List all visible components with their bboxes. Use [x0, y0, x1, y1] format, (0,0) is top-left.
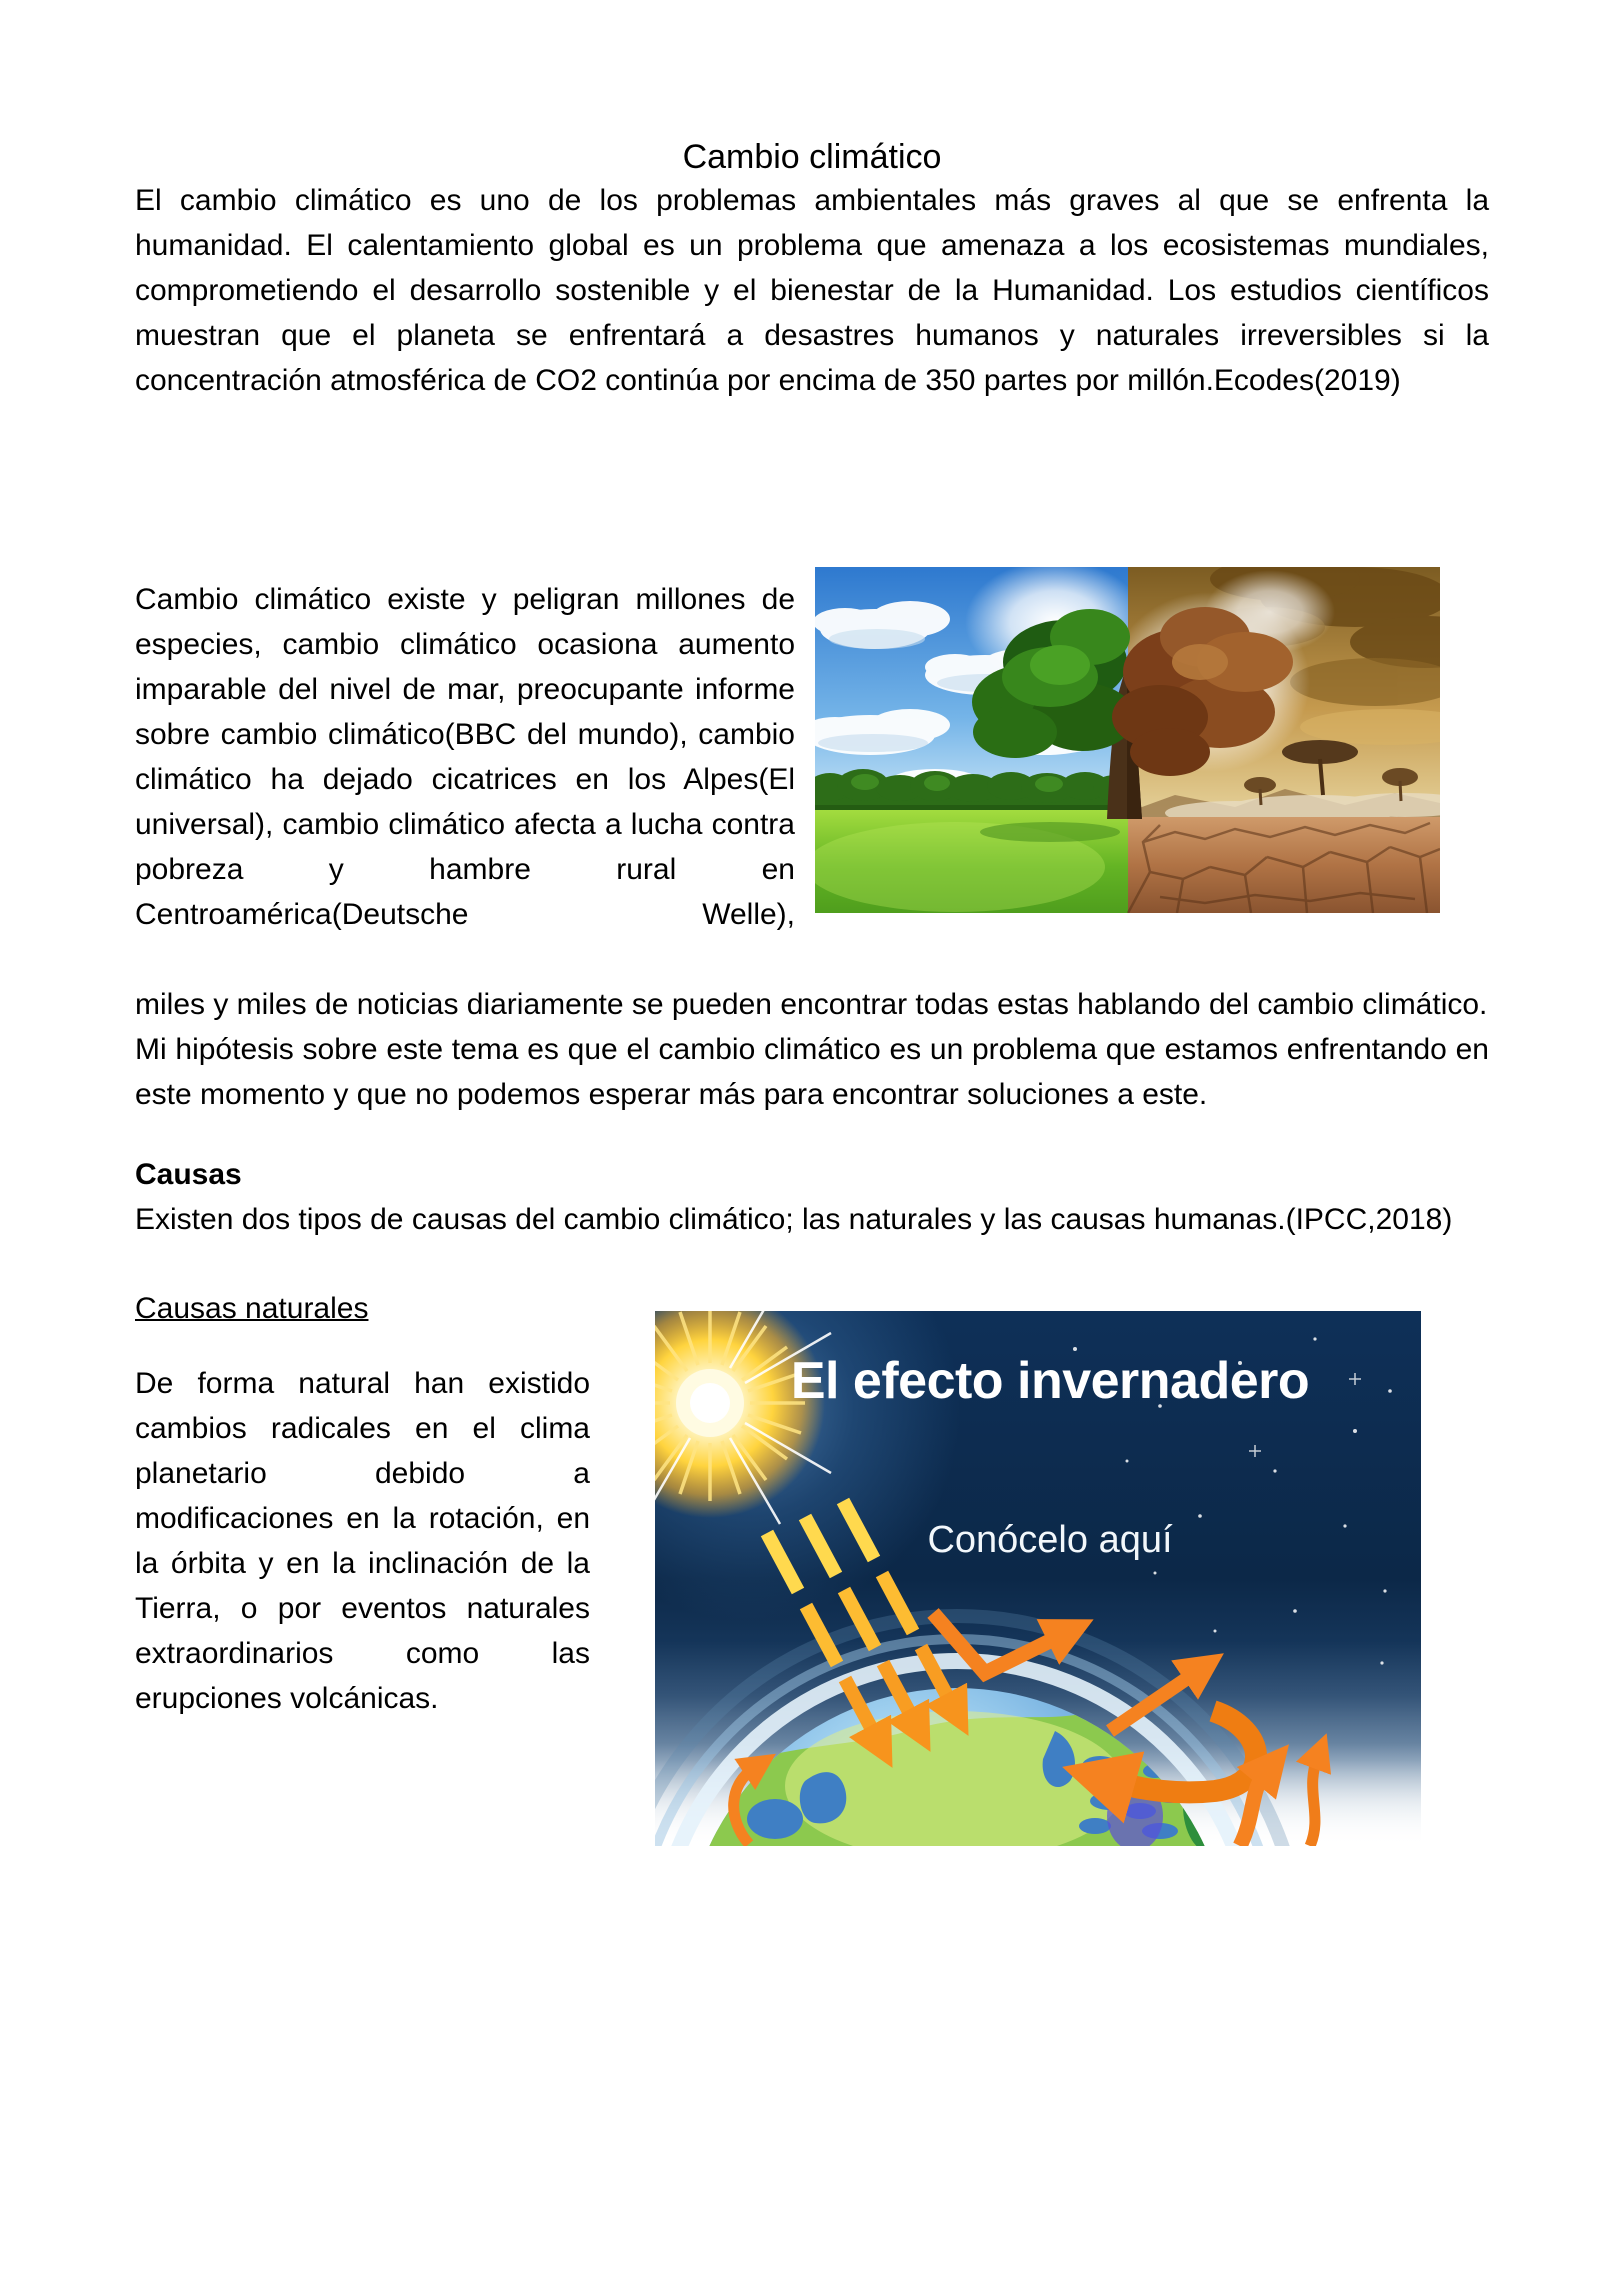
paragraph-causes-intro: Existen dos tipos de causas del cambio climático; las naturales y las causas humanas.(IPCC,2018) — [135, 1203, 1453, 1236]
paragraph-news-continued: miles y miles de noticias diariamente se pueden encontrar todas estas hablando del cambio climático. — [135, 988, 1488, 1021]
heading-natural-causes: Causas naturales — [135, 1292, 369, 1325]
news-section — [135, 567, 1489, 982]
natural-causes-section — [135, 1311, 1489, 1846]
climate-comparison-graphic — [815, 567, 1440, 913]
greenhouse-effect-image — [655, 1311, 1421, 1846]
greenhouse-image-title: El efecto invernadero — [790, 1352, 1310, 1410]
heading-causes: Causas — [135, 1158, 242, 1191]
paragraph-intro: El cambio climático es uno de los problemas ambientales más graves al que se enfrenta la humanidad. El calentamiento global es un problema que amenaza a los ecosistemas mundiales, comprometiendo el desarrollo sostenible y el bienestar de la Humanidad. Los estudios científicos muestran que el planeta se enfrentará a desastres humanos y naturales irreversibles si la concentración atmosférica de CO2 continúa por encima de 350 partes por millón.Ecodes(2019) — [135, 184, 1489, 397]
paragraph-news-wrapped: Cambio climático existe y peligran millones de especies, cambio climático ocasiona aumento imparable del nivel de mar, preocupante informe sobre cambio climático(BBC del mundo), cambio climático ha dejado cicatrices en los Alpes(El universal), cambio climático afecta a lucha contra pobreza y hambre rural en Centroamérica(Deutsche Welle), — [135, 583, 795, 931]
page-title: Cambio climático — [682, 138, 942, 176]
paragraph-natural-causes: De forma natural han existido cambios radicales en el clima planetario debido a modificaciones en la rotación, en la órbita y en la inclinación de la Tierra, o por eventos naturales extraordinarios como las erupciones volcánicas. — [135, 1367, 590, 1715]
climate-comparison-image — [815, 567, 1440, 913]
paragraph-hypothesis: Mi hipótesis sobre este tema es que el cambio climático es un problema que estamos enfrentando en este momento y que no podemos esperar más para encontrar soluciones a este. — [135, 1033, 1489, 1111]
greenhouse-image-subtitle: Conócelo aquí — [927, 1519, 1173, 1561]
